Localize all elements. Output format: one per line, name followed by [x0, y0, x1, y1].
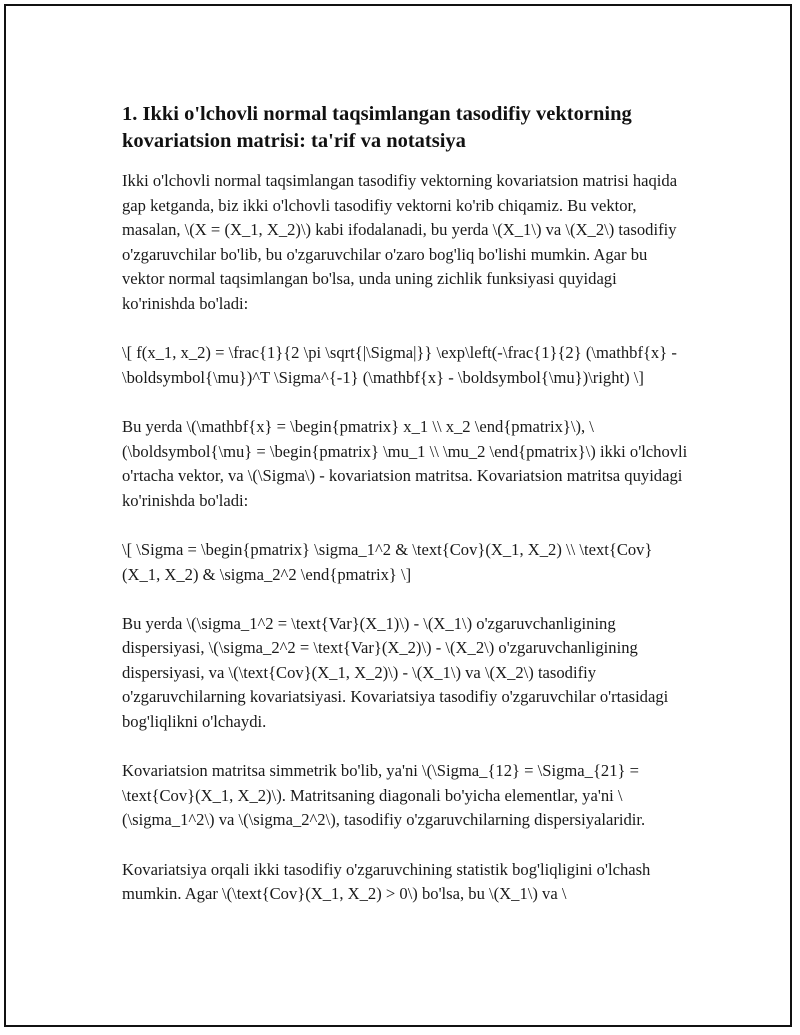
paragraph-vector-definitions: Bu yerda \(\mathbf{x} = \begin{pmatrix} x_1 \\ x_2 \end{pmatrix}\), \(\boldsymbol{\mu} = \begin{pmatrix} \mu_1 \\ \mu_2 \end{pmatrix}\) ikki o'lchovli o'rtacha vektor, va \(\Sigma\) - kovariatsion matritsa. Kovariatsion matritsa quyidagi ko'rinishda bo'ladi:	[122, 416, 688, 510]
paragraph-density-formula: \[ f(x_1, x_2) = \frac{1}{2 \pi \sqrt{|\Sigma|}} \exp\left(-\frac{1}{2} (\mathbf{x} - \boldsymbol{\mu})^T \Sigma^{-1} (\mathbf{x} - \boldsymbol{\mu})\right) \]	[122, 343, 677, 387]
paragraph-intro: Ikki o'lchovli normal taqsimlangan tasodifiy vektorning kovariatsion matrisi haqida gap ketganda, biz ikki o'lchovli tasodifiy vektorni ko'rib chiqamiz. Bu vektor, masalan, \(X = (X_1, X_2)\) kabi ifodalanadi, bu yerda \(X_1\) va \(X_2\) tasodifiy o'zgaruvchilar bo'lib, bu o'zgaruvchilar o'zaro bog'liq bo'lishi mumkin. Agar bu vektor normal taqsimlangan bo'lsa, unda uning zichlik funksiyasi quyidagi ko'rinishda bo'ladi:	[122, 171, 678, 313]
paragraph-covariance-sign: Kovariatsiya orqali ikki tasodifiy o'zgaruvchining statistik bog'liqligini o'lchash mumkin. Agar \(\text{Cov}(X_1, X_2) > 0\) bo'lsa, bu \(X_1\) va \	[122, 859, 651, 904]
section-title: 1. Ikki o'lchovli normal taqsimlangan tasodifiy vektorning kovariatsion matrisi: ta'rif va notatsiya	[122, 103, 632, 152]
document-body	[122, 101, 688, 907]
paragraph-covariance-matrix-formula: \[ \Sigma = \begin{pmatrix} \sigma_1^2 & \text{Cov}(X_1, X_2) \\ \text{Cov}(X_1, X_2) & \sigma_2^2 \end{pmatrix} \]	[122, 539, 653, 584]
page-frame	[4, 4, 792, 1027]
paragraph-variance-explanation: Bu yerda \(\sigma_1^2 = \text{Var}(X_1)\) - \(X_1\) o'zgaruvchanligining dispersiyasi, \(\sigma_2^2 = \text{Var}(X_2)\) - \(X_2\) o'zgaruvchanligining dispersiyasi, va \(\text{Cov}(X_1, X_2)\) - \(X_1\) va \(X_2\) tasodifiy o'zgaruvchilarning kovariatsiyasi. Kovariatsiya tasodifiy o'zgaruvchilar o'rtasidagi bog'liqlikni o'lchaydi.	[122, 613, 669, 732]
paragraph-symmetry: Kovariatsion matritsa simmetrik bo'lib, ya'ni \(\Sigma_{12} = \Sigma_{21} = \text{Cov}(X_1, X_2)\). Matritsaning diagonali bo'yicha elementlar, ya'ni \(\sigma_1^2\) va \(\sigma_2^2\), tasodifiy o'zgaruvchilarning dispersiyalaridir.	[122, 761, 646, 830]
